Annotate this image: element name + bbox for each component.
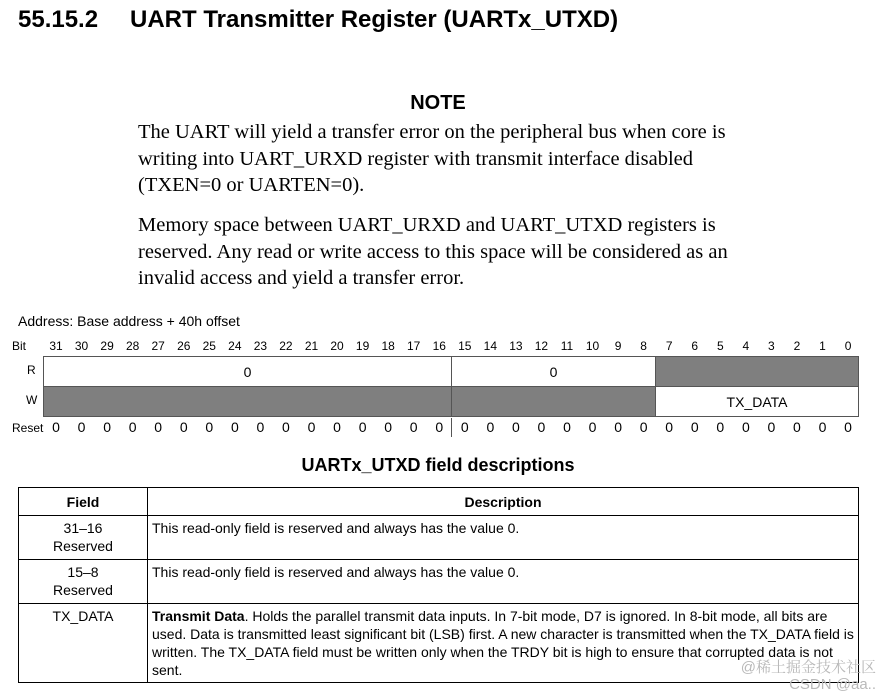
note-paragraph-1: The UART will yield a transfer error on the peripheral bus when core is writing into UART_URXD register with transmit interface disabled (TXEN=0 or UARTEN=0). xyxy=(138,121,726,196)
bit-number: 14 xyxy=(483,339,498,353)
field-description-text: This read-only field is reserved and always has the value 0. xyxy=(152,520,520,536)
write-field-tx-data xyxy=(655,386,859,417)
reset-value: 0 xyxy=(307,419,316,435)
field-description-bold: Transmit Data xyxy=(152,608,245,624)
reset-value: 0 xyxy=(818,419,827,435)
reset-value: 0 xyxy=(537,419,546,435)
write-field-15-8 xyxy=(451,386,656,417)
reset-value: 0 xyxy=(358,419,367,435)
bit-number: 13 xyxy=(509,339,523,353)
reset-row-label: Reset xyxy=(12,421,44,435)
bit-number: 4 xyxy=(742,339,750,353)
table-row xyxy=(19,516,859,560)
field-description-cell xyxy=(148,560,859,604)
note-paragraph-2: Memory space between UART_URXD and UART_UTXD registers is reserved. Any read or write access to this space will be considered as an invalid access and yield a transfer error. xyxy=(138,214,728,289)
reset-value: 0 xyxy=(614,419,622,435)
bit-number: 1 xyxy=(819,339,826,353)
field-label: Reserved xyxy=(53,582,113,598)
bit-number: 0 xyxy=(844,339,852,353)
read-field-15-8 xyxy=(451,356,656,387)
bit-row-label: Bit xyxy=(12,339,27,353)
reset-value: 0 xyxy=(256,419,265,435)
read-field-31-16 xyxy=(43,356,452,387)
reset-value: 0 xyxy=(511,419,520,435)
bit-number: 18 xyxy=(381,339,395,353)
register-address: Address: Base address + 40h offset xyxy=(18,313,240,329)
reset-value: 0 xyxy=(588,419,597,435)
field-name-cell xyxy=(19,604,148,683)
reset-value: 0 xyxy=(844,419,852,435)
field-description-text: . Holds the parallel transmit data inputs. In 7-bit mode, D7 is ignored. In 8-bit mode, all bits are used. Data is transmitted least significant bit (LSB) first. A new character is transmitted when the TX_DATA field is written. The TX_DATA field must be written only when the TRDY bit is high to ensure that corrupted data is not sent. xyxy=(152,608,854,678)
bit-number: 2 xyxy=(793,339,801,353)
bit-number: 25 xyxy=(202,339,216,353)
reset-value: 0 xyxy=(741,419,750,435)
bit-number: 16 xyxy=(432,339,446,353)
bit-number: 17 xyxy=(407,339,421,353)
field-name-cell xyxy=(19,560,148,604)
bit-number: 29 xyxy=(100,339,114,353)
table-row xyxy=(19,560,859,604)
reset-value: 0 xyxy=(435,419,444,435)
read-field-7-0 xyxy=(655,356,859,387)
section-heading xyxy=(18,6,618,34)
bit-number: 6 xyxy=(691,339,699,353)
reset-value: 0 xyxy=(230,419,239,435)
reset-value: 0 xyxy=(333,419,341,435)
reset-value: 0 xyxy=(282,419,290,435)
reset-value: 0 xyxy=(409,419,418,435)
reset-value: 0 xyxy=(154,419,163,435)
bit-number: 10 xyxy=(585,339,600,353)
reset-value: 0 xyxy=(563,419,571,435)
reset-value: 0 xyxy=(486,419,495,435)
bit-number: 3 xyxy=(768,339,775,353)
read-field-value: 0 xyxy=(243,363,252,380)
section-title: UART Transmitter Register (UARTx_UTXD) xyxy=(130,6,619,33)
bit-number: 26 xyxy=(177,339,191,353)
reset-value: 0 xyxy=(716,419,725,435)
field-description-cell xyxy=(148,516,859,560)
watermark-line-2: CSDN @aa.. xyxy=(789,676,876,693)
reset-value: 0 xyxy=(460,419,469,435)
write-field-31-16 xyxy=(43,386,452,417)
bit-number: 27 xyxy=(151,339,165,353)
reset-value: 0 xyxy=(384,419,393,435)
bit-number: 31 xyxy=(49,339,63,353)
reset-value: 0 xyxy=(205,419,214,435)
reset-value: 0 xyxy=(665,419,674,435)
reset-value: 0 xyxy=(793,419,801,435)
reset-value: 0 xyxy=(639,419,648,435)
reset-value: 0 xyxy=(77,419,86,435)
bit-number: 20 xyxy=(330,339,344,353)
watermark xyxy=(741,659,876,693)
reset-divider xyxy=(451,418,452,437)
section-number: 55.15.2 xyxy=(18,6,99,33)
bit-number: 30 xyxy=(74,339,89,353)
bit-number: 21 xyxy=(304,339,319,353)
field-description-table xyxy=(18,487,859,683)
field-bits: 15–8 xyxy=(67,564,99,580)
read-field-value: 0 xyxy=(549,363,558,380)
bit-number: 15 xyxy=(458,339,472,353)
table-row xyxy=(19,604,859,683)
write-row-label: W xyxy=(26,393,38,407)
bit-number: 11 xyxy=(560,339,574,353)
bit-number: 12 xyxy=(534,339,549,353)
reset-value: 0 xyxy=(179,419,188,435)
field-bits: TX_DATA xyxy=(52,608,114,624)
reset-value: 0 xyxy=(767,419,776,435)
reset-value: 0 xyxy=(690,419,699,435)
bit-number: 28 xyxy=(125,339,140,353)
table-header-row xyxy=(19,488,859,516)
field-label: Reserved xyxy=(53,538,113,554)
reset-value: 0 xyxy=(103,419,111,435)
field-column-header: Field xyxy=(19,488,148,516)
bit-number: 7 xyxy=(665,339,673,353)
note-heading: NOTE xyxy=(410,92,466,114)
field-description-text: This read-only field is reserved and always has the value 0. xyxy=(152,564,520,580)
reset-value: 0 xyxy=(128,419,137,435)
table-title: UARTx_UTXD field descriptions xyxy=(301,455,575,475)
bit-number: 8 xyxy=(640,339,647,353)
write-field-value: TX_DATA xyxy=(726,393,788,410)
bit-number: 22 xyxy=(279,339,293,353)
read-row-label: R xyxy=(27,363,36,377)
watermark-line-1: @稀土掘金技术社区 xyxy=(740,659,876,676)
field-bits: 31–16 xyxy=(63,520,103,536)
bit-number: 19 xyxy=(355,339,370,353)
field-name-cell xyxy=(19,516,148,560)
bit-number: 9 xyxy=(614,339,622,353)
bit-number: 5 xyxy=(716,339,724,353)
reset-value: 0 xyxy=(52,419,60,435)
description-column-header: Description xyxy=(148,488,859,516)
bit-number: 23 xyxy=(253,339,268,353)
bit-number: 24 xyxy=(228,339,242,353)
